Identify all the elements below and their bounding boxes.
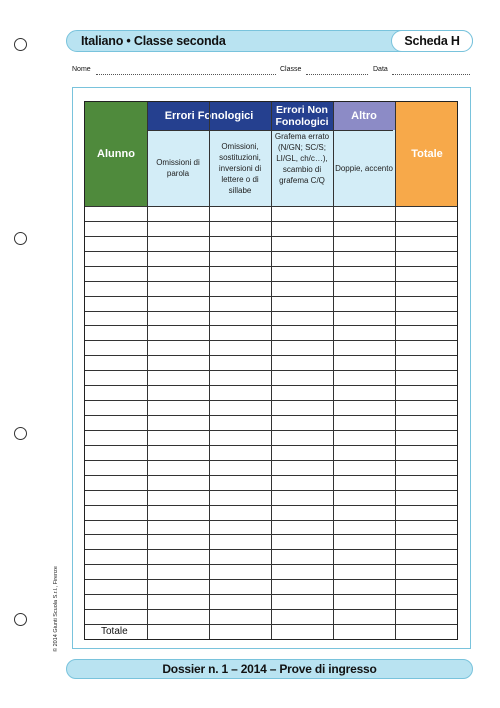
header-divider [147, 130, 393, 131]
binder-hole-1 [14, 38, 27, 51]
table-row-line [85, 549, 457, 550]
header-errori-non-fonologici: Errori Non Fonologici [271, 102, 333, 130]
table-row-line [85, 415, 457, 416]
table-row-line [85, 520, 457, 521]
table-row-line [85, 311, 457, 312]
table-row-line [85, 564, 457, 565]
table-row-line [85, 221, 457, 222]
header-altro: Altro [333, 102, 395, 130]
table-row-line [85, 236, 457, 237]
table-row-line [85, 355, 457, 356]
subheader-doppie: Doppie, accento [333, 130, 395, 206]
table-row-line [85, 475, 457, 476]
table-row-line [85, 579, 457, 580]
page-title: Italiano • Classe seconda [81, 34, 226, 48]
footer-bar: Dossier n. 1 – 2014 – Prove di ingresso [66, 659, 473, 679]
table-row-line [85, 594, 457, 595]
table-row-line [85, 609, 457, 610]
classe-line[interactable] [306, 74, 368, 75]
table-row-line [85, 281, 457, 282]
table-row-line [85, 490, 457, 491]
table-row-line [85, 624, 457, 625]
table-row-line [85, 505, 457, 506]
row-totale-label: Totale [101, 626, 128, 637]
subheader-omissioni-parola: Omissioni di parola [147, 130, 209, 206]
copyright: © 2014 Giunti Scuola S.r.l., Firenze [53, 566, 59, 652]
table-row-line [85, 534, 457, 535]
table-row-line [85, 340, 457, 341]
binder-hole-4 [14, 613, 27, 626]
binder-hole-3 [14, 427, 27, 440]
classe-label: Classe [280, 66, 302, 73]
table-row-line [85, 460, 457, 461]
table-row-line [85, 385, 457, 386]
errors-table [84, 101, 458, 640]
subheader-omissioni-sostituzioni: Omissioni, sostituzioni, inversioni di lettere o di sillabe [209, 130, 271, 206]
table-row-line [85, 400, 457, 401]
table-row-line [85, 296, 457, 297]
scheda-badge: Scheda H [391, 30, 473, 52]
table-row-line [85, 206, 457, 207]
header-bar [66, 30, 473, 52]
table-row-line [85, 430, 457, 431]
subheader-grafema: Grafema errato (N/GN; SC/S; LI/GL, ch/c…), scambio di grafema C/Q [271, 130, 333, 206]
table-row-line [85, 639, 457, 640]
table-row-line [85, 445, 457, 446]
table-row-line [85, 266, 457, 267]
data-line[interactable] [392, 74, 470, 75]
header-alunno: Alunno [85, 102, 147, 206]
data-label: Data [373, 66, 388, 73]
table-row-line [85, 370, 457, 371]
header-totale: Totale [395, 102, 458, 206]
table-row-line [85, 251, 457, 252]
nome-label: Nome [72, 66, 91, 73]
student-fields [72, 66, 472, 78]
table-row-line [85, 325, 457, 326]
nome-line[interactable] [96, 74, 276, 75]
binder-hole-2 [14, 232, 27, 245]
header-errori-fonologici: Errori Fonologici [147, 102, 271, 130]
